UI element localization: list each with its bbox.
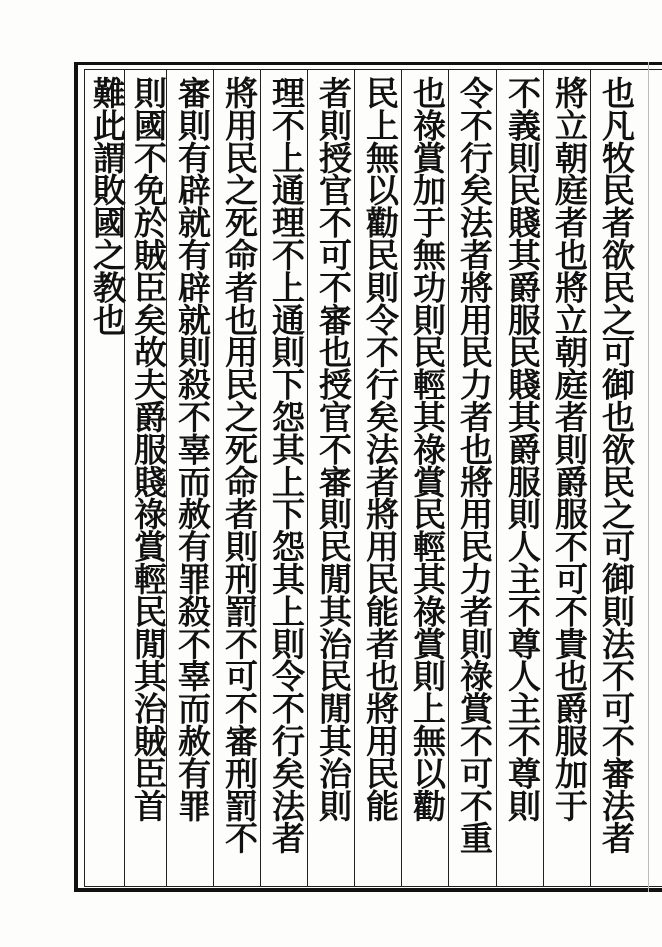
column-rule [448, 70, 449, 886]
text-column-6: 民上無以勸民則令不行矣法者將用民能者也將用民能 [361, 76, 400, 822]
text-column-11: 則國不免於賊臣矣故夫爵服賤祿賞輕民閒其治賊臣首 [129, 76, 168, 822]
text-column-5: 也祿賞加于無功則民輕其祿賞民輕其祿賞則上無以勸 [408, 76, 447, 822]
text-column-7: 者則授官不可不審也授官不審則民閒其治民閒其治則 [314, 76, 353, 822]
text-column-2: 將立朝庭者也將立朝庭者則爵服不可不貴也爵服加于 [550, 76, 589, 822]
column-rule [213, 70, 214, 886]
column-rule [260, 70, 261, 886]
column-rule [401, 70, 402, 886]
page-right-edge [648, 62, 662, 892]
text-column-12: 難此謂敗國之教也 [88, 76, 127, 336]
column-rule [307, 70, 308, 886]
text-column-8: 理不上通理不上通則下怨其上下怨其上則令不行矣法者 [267, 76, 306, 854]
text-column-3: 不義則民賤其爵服民賤其爵服則人主不尊人主不尊則 [503, 76, 542, 822]
column-rule [543, 70, 544, 886]
text-column-9: 將用民之死命者也用民之死命者則刑罰不可不審刑罰不 [220, 76, 259, 854]
column-rule [496, 70, 497, 886]
column-rule [354, 70, 355, 886]
text-column-4: 令不行矣法者將用民力者也將用民力者則祿賞不可不重 [455, 76, 494, 854]
text-column-1: 也凡牧民者欲民之可御也欲民之可御則法不可不審法者 [597, 76, 636, 854]
text-column-10: 審則有辟就有辟就則殺不辜而赦有罪殺不辜而赦有罪 [173, 76, 212, 822]
column-rule [590, 70, 591, 886]
